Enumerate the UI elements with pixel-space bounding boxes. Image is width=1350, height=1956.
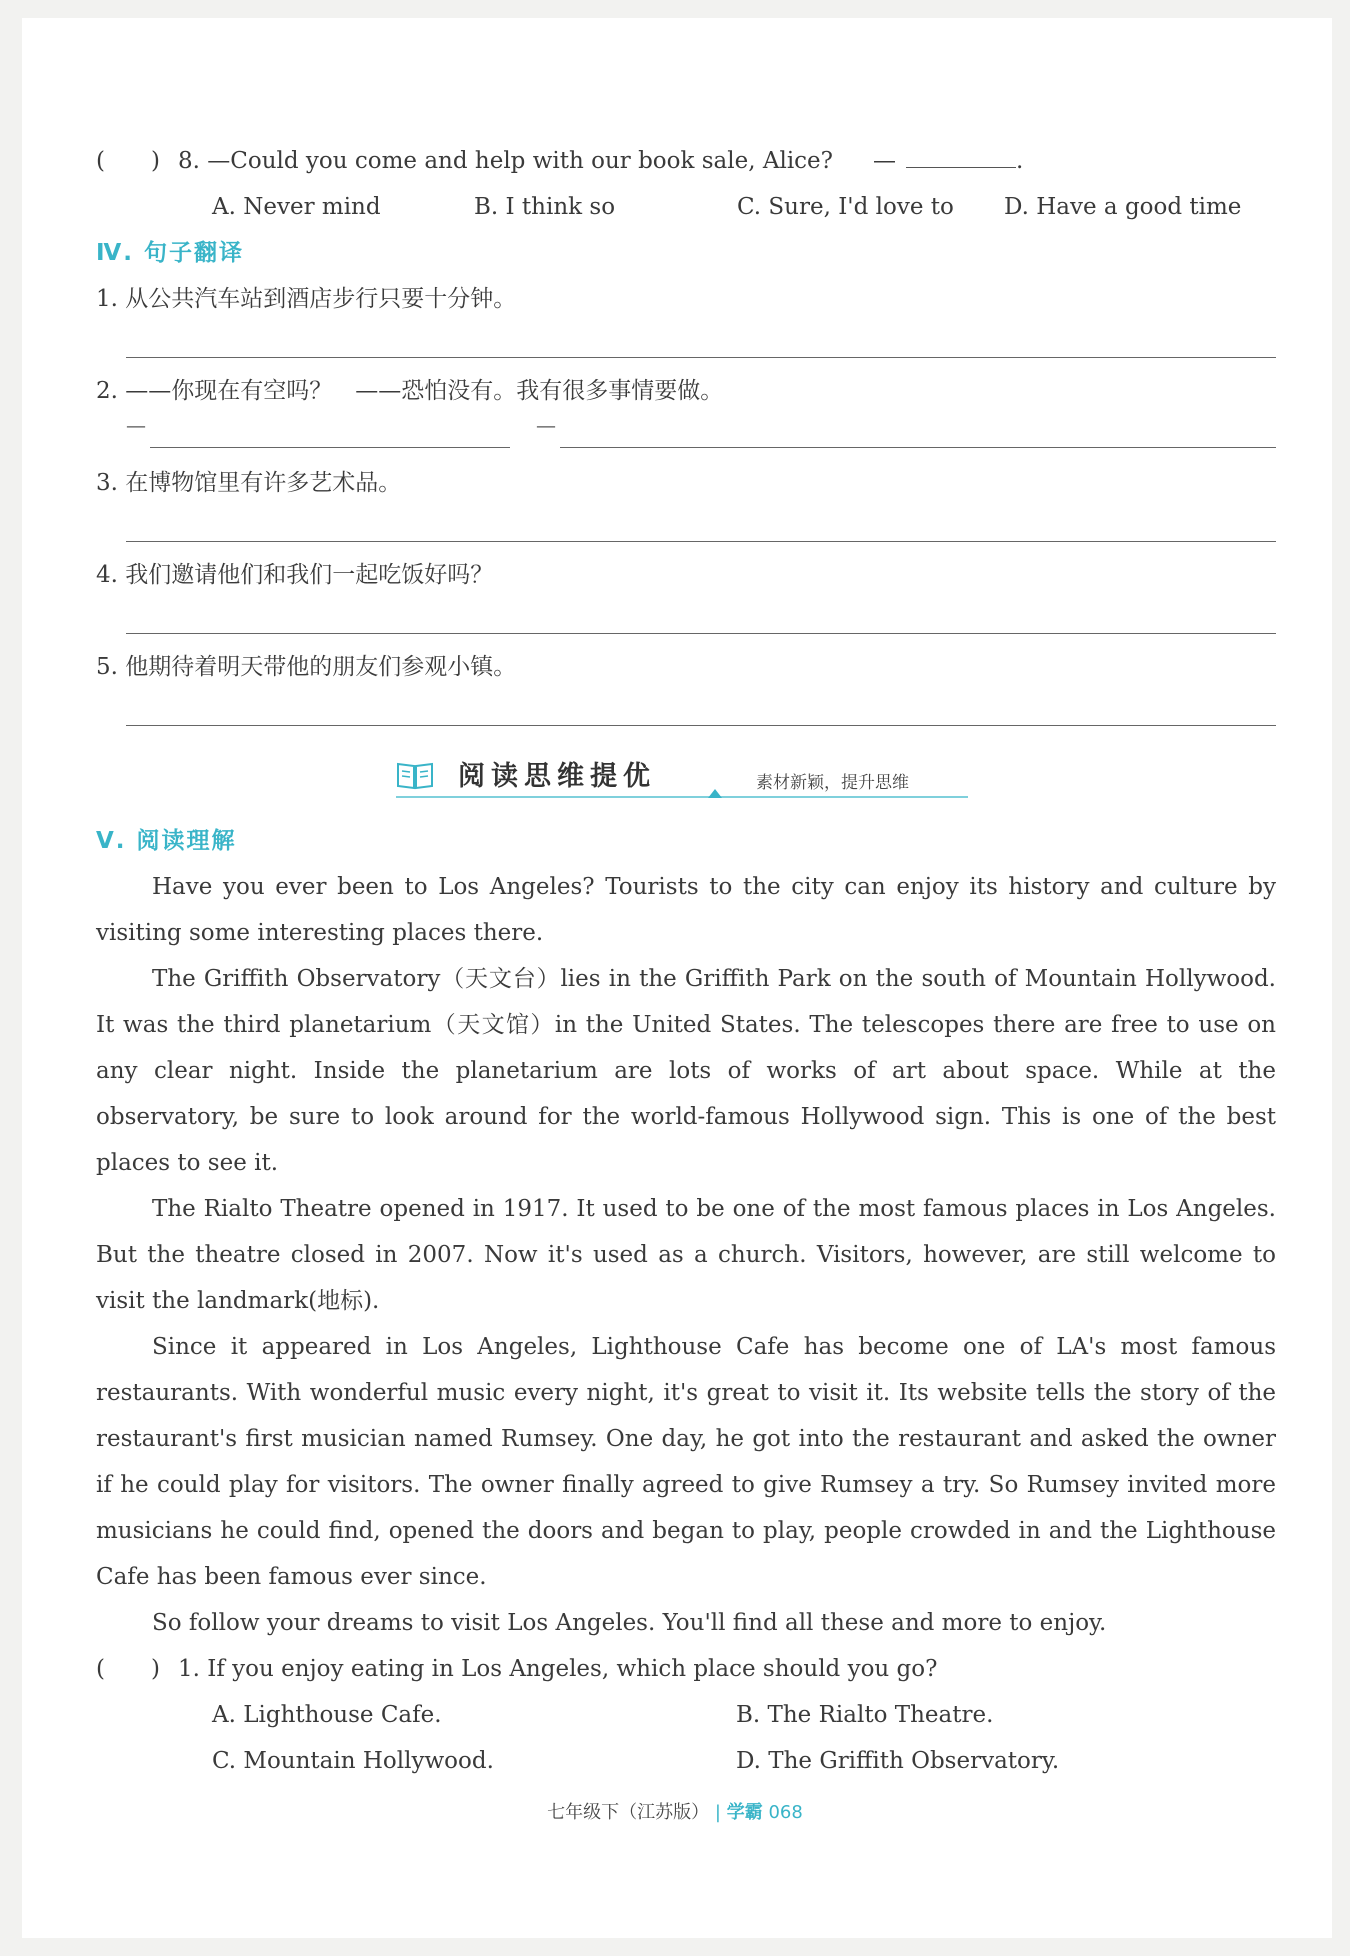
reading-paragraph-1: Have you ever been to Los Angeles? Tourists to the city can enjoy its history and culture by visiting some interesting places there.: [96, 874, 1276, 946]
banner-frame: [396, 758, 968, 798]
answer-paren: ( ): [96, 148, 160, 174]
reply-dash: —: [873, 148, 896, 174]
answer-line-4[interactable]: [96, 598, 1276, 644]
reading-banner: [96, 740, 1276, 818]
page-number: 068: [768, 1802, 803, 1823]
answer-segment-1[interactable]: [150, 447, 510, 448]
translation-item-5: 5. 他期待着明天带他的朋友们参观小镇。: [96, 654, 517, 680]
answer-line-1[interactable]: [96, 322, 1276, 368]
reading-paragraph-4: Since it appeared in Los Angeles, Lighthouse Cafe has become one of LA's most famous restaurants. With wonderful music every night, it's great to visit it. Its website tells the story of the restaurant's first musician named Rumsey. One day, he got into the restaurant and asked the owner if he could play for visitors. The owner finally agreed to give Rumsey a try. So Rumsey invited more musicians he could find, opened the doors and began to play, people crowded in and the Lighthouse Cafe has been famous ever since.: [96, 1334, 1276, 1590]
footer-brand: 学霸: [726, 1802, 763, 1823]
question-8: [96, 138, 1276, 184]
option-b: B. The Rialto Theatre.: [736, 1702, 994, 1728]
reading-paragraph-2: The Griffith Observatory（天文台）lies in the Griffith Park on the south of Mountain Hollywood. It was the third planetarium（天文馆）in the United States. The telescopes there are free to use on any clear night. Inside the planetarium are lots of works of art about space. While at the observatory, be sure to look around for the world-famous Hollywood sign. This is one of the best places to see it.: [96, 966, 1276, 1176]
option-d: D. Have a good time: [1004, 194, 1242, 220]
option-a: A. Lighthouse Cafe.: [212, 1702, 442, 1728]
reading-paragraph-5: So follow your dreams to visit Los Angeles. You'll find all these and more to enjoy.: [152, 1610, 1107, 1636]
question-1-options-row-2: [96, 1738, 1276, 1784]
answer-paren[interactable]: ( ): [96, 1656, 160, 1682]
translation-item-1: 1. 从公共汽车站到酒店步行只要十分钟。: [96, 286, 517, 312]
dialog-dash-1: —: [126, 413, 146, 437]
question-8-end: .: [1016, 148, 1024, 174]
question-1-text: 1. If you enjoy eating in Los Angeles, which place should you go?: [178, 1656, 938, 1682]
page-footer: [0, 1798, 1350, 1824]
footer-separator: |: [714, 1802, 721, 1823]
option-c: C. Mountain Hollywood.: [212, 1748, 494, 1774]
translation-item-4: 4. 我们邀请他们和我们一起吃饭好吗？: [96, 562, 494, 588]
banner-triangle-icon: [708, 789, 722, 798]
reading-paragraph-3: The Rialto Theatre opened in 1917. It used to be one of the most famous places in Los Angeles. But the theatre closed in 2007. Now it's used as a church. Visitors, however, are still welcome to visit the landmark(地标).: [96, 1196, 1276, 1314]
translation-item-3: 3. 在博物馆里有许多艺术品。: [96, 470, 402, 496]
translation-item-2: 2. ——你现在有空吗？ ——恐怕没有。我有很多事情要做。: [96, 378, 724, 404]
question-8-options: [96, 184, 1276, 230]
section-4-heading: Ⅳ. 句子翻译: [96, 240, 245, 266]
banner-title: 阅读思维提优: [458, 761, 656, 792]
question-8-text: 8. —Could you come and help with our book sale, Alice?: [178, 148, 833, 174]
question-1: [96, 1646, 1276, 1692]
question-1-options-row-1: [96, 1692, 1276, 1738]
option-b: B. I think so: [474, 194, 616, 220]
option-d: D. The Griffith Observatory.: [736, 1748, 1060, 1774]
banner-subtitle: 素材新颖，提升思维: [756, 773, 909, 793]
option-a: A. Never mind: [212, 194, 381, 220]
option-c: C. Sure, I'd love to: [737, 194, 954, 220]
section-5-heading: Ⅴ. 阅读理解: [96, 828, 237, 854]
open-book-icon: [396, 760, 434, 790]
answer-line-5[interactable]: [96, 690, 1276, 736]
answer-blank[interactable]: [906, 141, 1016, 168]
answer-segment-2[interactable]: [560, 447, 1276, 448]
dialog-dash-2: —: [536, 413, 556, 437]
footer-grade: 七年级下（江苏版）: [547, 1802, 710, 1823]
answer-line-2[interactable]: [96, 414, 1276, 460]
answer-line-3[interactable]: [96, 506, 1276, 552]
worksheet-content: [96, 138, 1276, 1784]
